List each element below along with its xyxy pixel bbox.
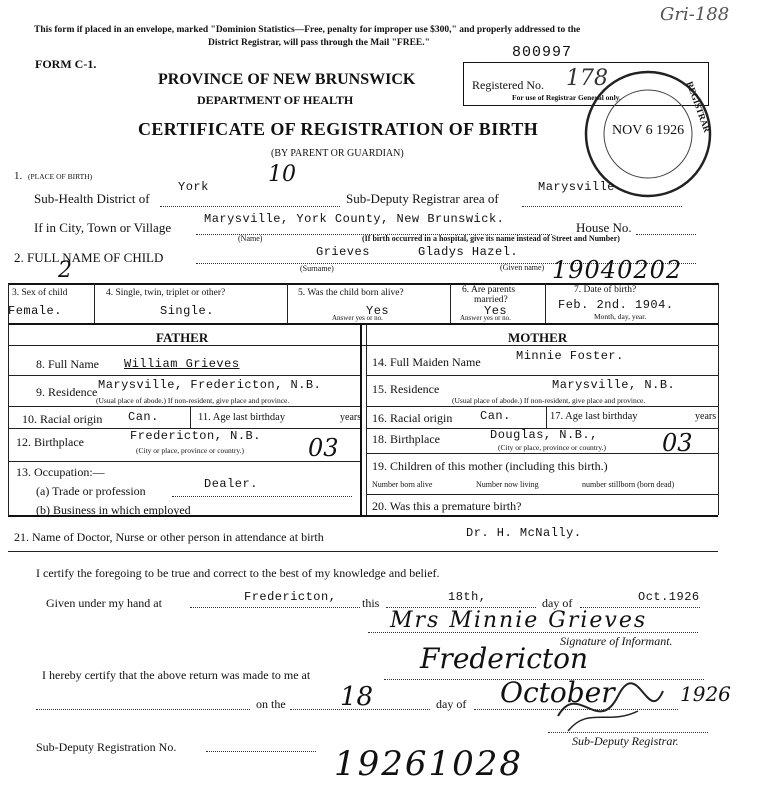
top-notice-line1: This form if placed in an envelope, marked "Dominion Statistics—Free, penalty for improper use $300," and properly addressed to the: [34, 25, 581, 35]
father-trade-value: Dealer.: [204, 477, 258, 491]
father-racial-label: 10. Racial origin: [22, 412, 103, 426]
stamp-text: REGISTRAR: [684, 80, 713, 134]
day-of-label: day of: [542, 596, 573, 610]
given-day: 18th,: [448, 590, 487, 604]
child-given-name: Gladys Hazel.: [418, 245, 519, 259]
bottom-hand-number: 19261028: [334, 744, 524, 784]
mother-birthplace-label: 18. Birthplace: [372, 432, 440, 446]
father-occupation-label: 13. Occupation:—: [16, 465, 105, 479]
mother-header: MOTHER: [508, 330, 568, 345]
alive-label: 5. Was the child born alive?: [298, 288, 404, 298]
father-age-label: 11. Age last birthday: [198, 412, 286, 423]
registered-value: 178: [566, 66, 608, 91]
married-label-2: married?: [474, 295, 508, 305]
certify-statement: I certify the foregoing to be true and correct to the best of my knowledge and belief.: [36, 566, 440, 580]
subhealth-label: Sub-Health District of: [34, 191, 150, 206]
father-business-label: (b) Business in which employed: [36, 503, 191, 517]
mother-stillborn-label: number stillborn (born dead): [582, 480, 675, 489]
province-heading: PROVINCE OF NEW BRUNSWICK: [158, 71, 416, 88]
this-label: this: [362, 596, 380, 610]
mother-name-value: Minnie Foster.: [516, 349, 624, 363]
father-header: FATHER: [156, 330, 209, 345]
father-birthplace-label: 12. Birthplace: [16, 435, 84, 449]
stamp-date: NOV 6 1926: [612, 123, 685, 138]
father-birthplace-hand: 03: [308, 434, 339, 462]
father-residence-value: Marysville, Fredericton, N.B.: [98, 378, 322, 392]
registered-sub-label: For use of Registrar General only.: [512, 93, 621, 102]
subdeputy-value: Marysville: [538, 180, 616, 194]
attendant-value: Dr. H. McNally.: [466, 526, 582, 540]
dob-sub: Month, day, year.: [594, 312, 647, 321]
given-place: Fredericton,: [244, 590, 337, 604]
mother-years: years: [695, 411, 717, 422]
mother-children-label: 19. Children of this mother (including this birth.): [372, 459, 608, 473]
mother-birthplace-sub: (City or place, province or country.): [498, 443, 607, 452]
registrar-statement: I hereby certify that the above return was made to me at: [42, 668, 311, 682]
registration-no-label: Sub-Deputy Registration No.: [36, 740, 177, 754]
surname-sub: (Surname): [300, 264, 334, 273]
city-label: If in City, Town or Village: [34, 220, 172, 235]
mother-age-label: 17. Age last birthday: [550, 411, 638, 422]
informant-signature: Mrs Minnie Grieves: [390, 608, 648, 633]
given-label: Given under my hand at: [46, 596, 162, 610]
mother-name-label: 14. Full Maiden Name: [372, 355, 481, 369]
father-name-value: William Grieves: [124, 357, 240, 371]
registrar-day-of-label: day of: [436, 697, 467, 711]
corner-note: Gri-188: [660, 4, 730, 25]
father-birthplace-value: Fredericton, N.B.: [130, 429, 261, 443]
given-month: Oct.1926: [638, 590, 700, 604]
father-years: years: [340, 412, 362, 423]
mother-birthplace-hand: 03: [662, 429, 693, 457]
twin-label: 4. Single, twin, triplet or other?: [106, 288, 226, 298]
registrar-day-hand: 18: [340, 682, 374, 712]
father-residence-label: 9. Residence: [36, 385, 98, 399]
section1-number: 1.: [14, 170, 23, 182]
registrar-year-hand: 1926: [680, 682, 731, 706]
mother-racial-label: 16. Racial origin: [372, 411, 453, 425]
place-of-birth-label: (PLACE OF BIRTH): [28, 172, 93, 181]
mother-born-alive-label: Number born alive: [372, 480, 433, 489]
married-label-1: 6. Are parents: [462, 285, 516, 295]
sex-value: Female.: [8, 304, 62, 318]
father-birthplace-sub: (City or place, province or country.): [136, 446, 245, 455]
subdeputy-label: Sub-Deputy Registrar area of: [346, 191, 499, 206]
hospital-sub: (If birth occurred in a hospital, give its name instead of Street and Number): [362, 234, 620, 243]
subhealth-value: York: [178, 180, 209, 194]
registrar-signature-label: Sub-Deputy Registrar.: [572, 734, 679, 748]
mother-racial-value: Can.: [480, 409, 511, 423]
dob-value: Feb. 2nd. 1904.: [558, 298, 674, 312]
mother-residence-label: 15. Residence: [372, 382, 440, 396]
department-heading: DEPARTMENT OF HEALTH: [197, 93, 354, 107]
informant-signature-label: Signature of Informant.: [560, 634, 673, 648]
mother-residence-sub: (Usual place of abode.) If non-resident, give place and province.: [452, 396, 646, 405]
dob-label: 7. Date of birth?: [574, 285, 637, 295]
child-name-label: 2. FULL NAME OF CHILD: [14, 250, 164, 265]
registrar-month-hand: October: [500, 676, 615, 709]
sex-label: 3. Sex of child: [12, 288, 68, 298]
mother-premature-label: 20. Was this a premature birth?: [372, 499, 522, 513]
form-label: FORM C-1.: [35, 57, 97, 71]
registrar-signature-scrawl: [548, 676, 668, 740]
serial-number: 800997: [512, 44, 573, 61]
child-name-hand-left: 2: [58, 258, 72, 283]
married-answer-label: Answer yes or no.: [460, 314, 511, 322]
attendant-label: 21. Name of Doctor, Nurse or other person in attendance at birth: [14, 530, 324, 544]
father-trade-label: (a) Trade or profession: [36, 484, 146, 498]
twin-value: Single.: [160, 304, 214, 318]
subhealth-hand: 10: [268, 162, 296, 187]
house-label: House No.: [576, 220, 632, 235]
on-the-label: on the: [256, 697, 286, 711]
name-sub: (Name): [238, 234, 263, 243]
mother-residence-value: Marysville, N.B.: [552, 378, 676, 392]
registrar-place-hand: Fredericton: [420, 642, 589, 675]
registered-label: Registered No.: [472, 78, 544, 92]
married-value: Yes: [484, 304, 508, 318]
given-sub: (Given name): [500, 263, 545, 272]
top-notice-line2: District Registrar, will pass through the Mail "FREE.": [208, 38, 430, 48]
mother-now-living-label: Number now living: [476, 480, 539, 489]
father-residence-sub: (Usual place of abode.) If non-resident, give place and province.: [96, 396, 290, 405]
alive-answer-label: Answer yes or no.: [332, 314, 383, 322]
mother-birthplace-value: Douglas, N.B.,: [490, 428, 598, 442]
certificate-title: CERTIFICATE OF REGISTRATION OF BIRTH: [138, 119, 539, 139]
certificate-subtitle: (BY PARENT OR GUARDIAN): [271, 148, 404, 159]
father-racial-value: Can.: [128, 410, 159, 424]
city-value: Marysville, York County, New Brunswick.: [204, 212, 505, 226]
father-name-label: 8. Full Name: [36, 357, 99, 371]
child-surname: Grieves: [316, 245, 370, 259]
alive-value: Yes: [366, 304, 390, 318]
child-name-hand-right: 19040202: [552, 256, 683, 284]
